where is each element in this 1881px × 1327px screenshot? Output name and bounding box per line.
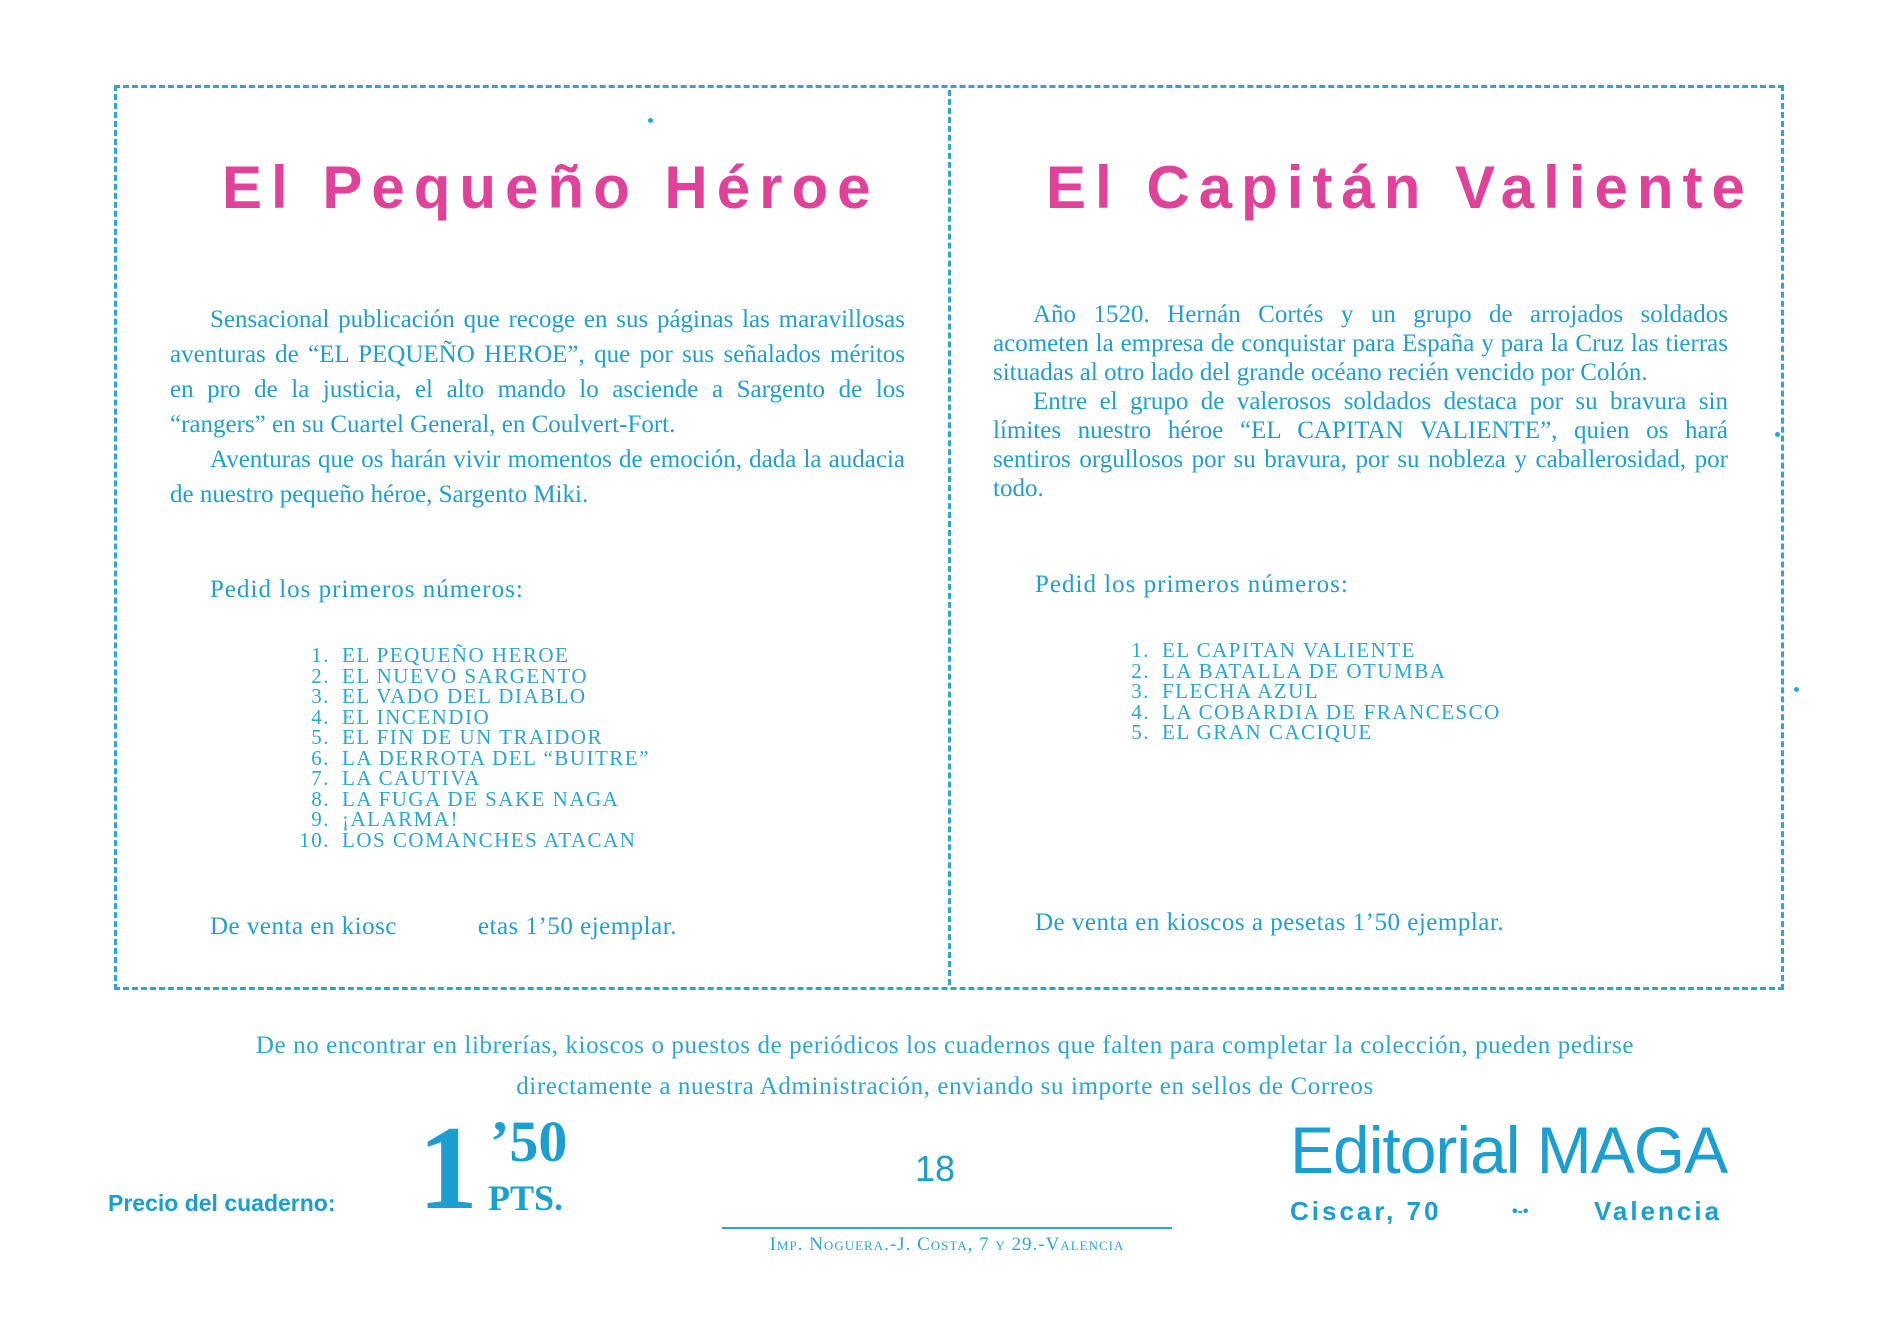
list-item [282, 809, 650, 830]
ink-speck [648, 118, 653, 123]
notice-line-1: De no encontrar en librerías, kioscos o puestos de periódicos los cuadernos que falten para completar la colección, pueden pedirse [255, 1032, 1635, 1059]
list-item [282, 745, 650, 770]
right-panel-title: El Capitán Valiente [1046, 154, 1754, 221]
publisher-city: Valencia [1594, 1196, 1723, 1226]
issue-title: EL VADO DEL DIABLO [342, 684, 587, 708]
list-item [282, 645, 650, 666]
issue-title: LOS COMANCHES ATACAN [342, 827, 637, 852]
issue-title: EL INCENDIO [342, 704, 491, 729]
list-item [282, 663, 650, 688]
issue-number: 3. [311, 684, 330, 708]
issue-number: 1. [311, 643, 330, 667]
left-issue-list [282, 645, 650, 850]
list-item [282, 827, 650, 852]
issue-number: 9. [311, 807, 330, 831]
issue-number: 7. [311, 766, 330, 790]
issue-number: 5. [311, 725, 330, 749]
right-paragraph-1: Año 1520. Hernán Cortés y un grupo de arrojados soldados acometen la empresa de conquistar para España y para la Cruz las tierras situadas al otro lado del grande océano recién vencido por Colón. [993, 301, 1728, 386]
left-paragraph-1: Sensacional publicación que recoge en sus páginas las maravillosas aventuras de “EL PEQUEÑO HEROE”, que por sus señalados méritos en pro de la justicia, el alto mando lo asciende a Sargento de los “rangers” en su Cuartel General, en Coulvert-Fort. [170, 306, 905, 438]
issue-number: 8. [311, 786, 330, 811]
issue-title: ¡ALARMA! [342, 807, 459, 831]
issue-title: EL FIN DE UN TRAIDOR [342, 725, 603, 749]
left-paragraph-2: Aventuras que os harán vivir momentos de emoción, dada la audacia de nuestro pequeño héroe, Sargento Miki. [170, 446, 905, 508]
issue-title: LA BATALLA DE OTUMBA [1162, 658, 1447, 683]
issue-number: 4. [311, 704, 330, 729]
right-order-label: Pedid los primeros números: [1035, 571, 1349, 598]
issue-title: EL NUEVO SARGENTO [342, 663, 588, 688]
issue-number: 10. [299, 827, 330, 852]
notice-line-2: directamente a nuestra Administración, enviando su importe en sellos de Correos [516, 1073, 1374, 1100]
list-item [282, 727, 650, 748]
ordering-notice [105, 1025, 1785, 1107]
issue-number: 6. [311, 745, 330, 770]
list-item [1102, 658, 1501, 683]
right-sale-note: De venta en kioscos a pesetas 1’50 ejemplar. [1035, 909, 1505, 936]
left-order-label: Pedid los primeros números: [210, 576, 524, 603]
publisher-separator: •-• [1512, 1203, 1529, 1220]
issue-number: 1. [1131, 638, 1150, 662]
ink-speck [1794, 687, 1799, 692]
list-item [1102, 722, 1501, 743]
list-item [1102, 681, 1501, 702]
issue-title: LA COBARDIA DE FRANCESCO [1162, 699, 1501, 724]
list-item [282, 704, 650, 729]
right-paragraph-2: Entre el grupo de valerosos soldados destaca por su bravura sin límites nuestro héroe “EL CAPITAN VALIENTE”, quien os hará sentiros orgullosos por su bravura, por su nobleza y caballerosidad, por todo. [993, 388, 1728, 502]
issue-title: LA DERROTA DEL “BUITRE” [342, 745, 650, 770]
issue-title: FLECHA AZUL [1162, 679, 1320, 703]
price-cents: ’50 [490, 1109, 568, 1174]
printer-rule [722, 1227, 1172, 1229]
issue-title: EL GRAN CACIQUE [1162, 720, 1373, 744]
issue-title: EL CAPITAN VALIENTE [1162, 638, 1416, 662]
left-sale-note: De venta en kiosc etas 1’50 ejemplar. [210, 913, 677, 940]
left-panel-description [170, 302, 905, 512]
issue-number: 4. [1131, 699, 1150, 724]
issue-title: LA FUGA DE SAKE NAGA [342, 786, 620, 811]
list-item [1102, 640, 1501, 661]
publisher-street: Ciscar, 70 [1290, 1196, 1442, 1226]
printer-imprint: Imp. Noguera.-J. Costa, 7 y 29.-Valencia [769, 1234, 1125, 1255]
left-panel-title: El Pequeño Héroe [222, 154, 880, 221]
price-unit: PTS. [488, 1178, 564, 1218]
page-number: 18 [915, 1148, 956, 1189]
issue-number: 2. [1131, 658, 1150, 683]
list-item [282, 686, 650, 707]
issue-number: 3. [1131, 679, 1150, 703]
issue-title: LA CAUTIVA [342, 766, 481, 790]
column-divider [948, 90, 951, 985]
right-panel-description [993, 300, 1728, 503]
issue-number: 5. [1131, 720, 1150, 744]
issue-title: EL PEQUEÑO HEROE [342, 643, 570, 667]
price-whole: 1 [418, 1101, 478, 1234]
list-item [282, 768, 650, 789]
ink-speck [1775, 432, 1780, 437]
list-item [282, 786, 650, 811]
publisher-name: Editorial MAGA [1290, 1113, 1728, 1187]
list-item [1102, 699, 1501, 724]
price-label: Precio del cuaderno: [108, 1190, 336, 1216]
right-issue-list [1102, 640, 1501, 743]
issue-number: 2. [311, 663, 330, 688]
